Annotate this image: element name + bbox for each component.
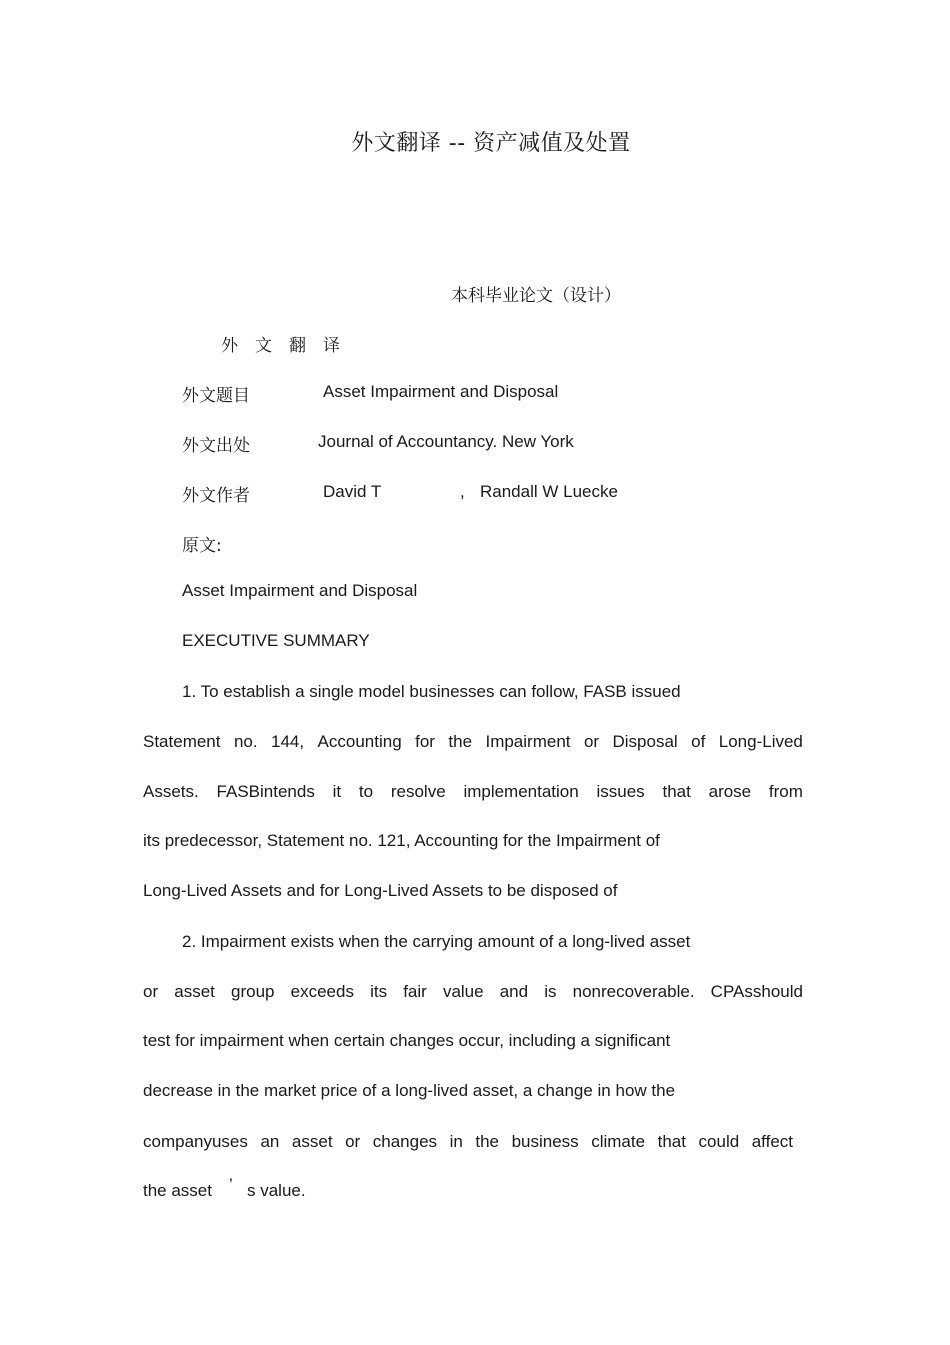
p2-line-6-part-c: s value. <box>247 1181 306 1200</box>
p2-line-3: test for impairment when certain changes occur, including a significant <box>143 1031 671 1050</box>
author-separator: , <box>460 482 465 501</box>
p2-line-6-part-a: the asset <box>143 1181 212 1200</box>
author-value-1: David T <box>323 482 382 501</box>
p1-line-3: Assets. FASBintends it to resolve implementation issues that arose from <box>143 782 803 801</box>
source-value: Journal of Accountancy. New York <box>318 432 574 451</box>
p2-line-5: companyuses an asset or changes in the business climate that could affect <box>143 1132 793 1151</box>
topic-value: Asset Impairment and Disposal <box>323 382 559 401</box>
p1-line-5: Long-Lived Assets and for Long-Lived Assets to be disposed of <box>143 881 618 900</box>
document-title: 外文翻译 -- 资产减值及处置 <box>351 131 631 156</box>
document-subtitle: 本科毕业论文（设计） <box>451 286 621 306</box>
p2-line-4: decrease in the market price of a long-lived asset, a change in how the <box>143 1081 676 1100</box>
author-label: 外文作者 <box>182 486 250 506</box>
author-value-2: Randall W Luecke <box>480 482 618 501</box>
original-label: 原文: <box>182 536 222 556</box>
p2-line-1: 2. Impairment exists when the carrying amount of a long-lived asset <box>182 932 691 951</box>
p2-line-2: or asset group exceeds its fair value and is nonrecoverable. CPAsshould <box>143 982 803 1001</box>
p2-line-6-apostrophe: ’ <box>229 1175 233 1194</box>
section-heading: 外文翻译 <box>221 336 357 356</box>
topic-label: 外文题目 <box>182 386 250 406</box>
p1-line-2: Statement no. 144, Accounting for the Impairment or Disposal of Long-Lived <box>143 732 803 751</box>
summary-heading: EXECUTIVE SUMMARY <box>182 631 370 650</box>
article-title: Asset Impairment and Disposal <box>182 581 418 600</box>
source-label: 外文出处 <box>182 436 250 456</box>
p1-line-4: its predecessor, Statement no. 121, Accounting for the Impairment of <box>143 831 660 850</box>
p1-line-1: 1. To establish a single model businesses can follow, FASB issued <box>182 682 681 701</box>
